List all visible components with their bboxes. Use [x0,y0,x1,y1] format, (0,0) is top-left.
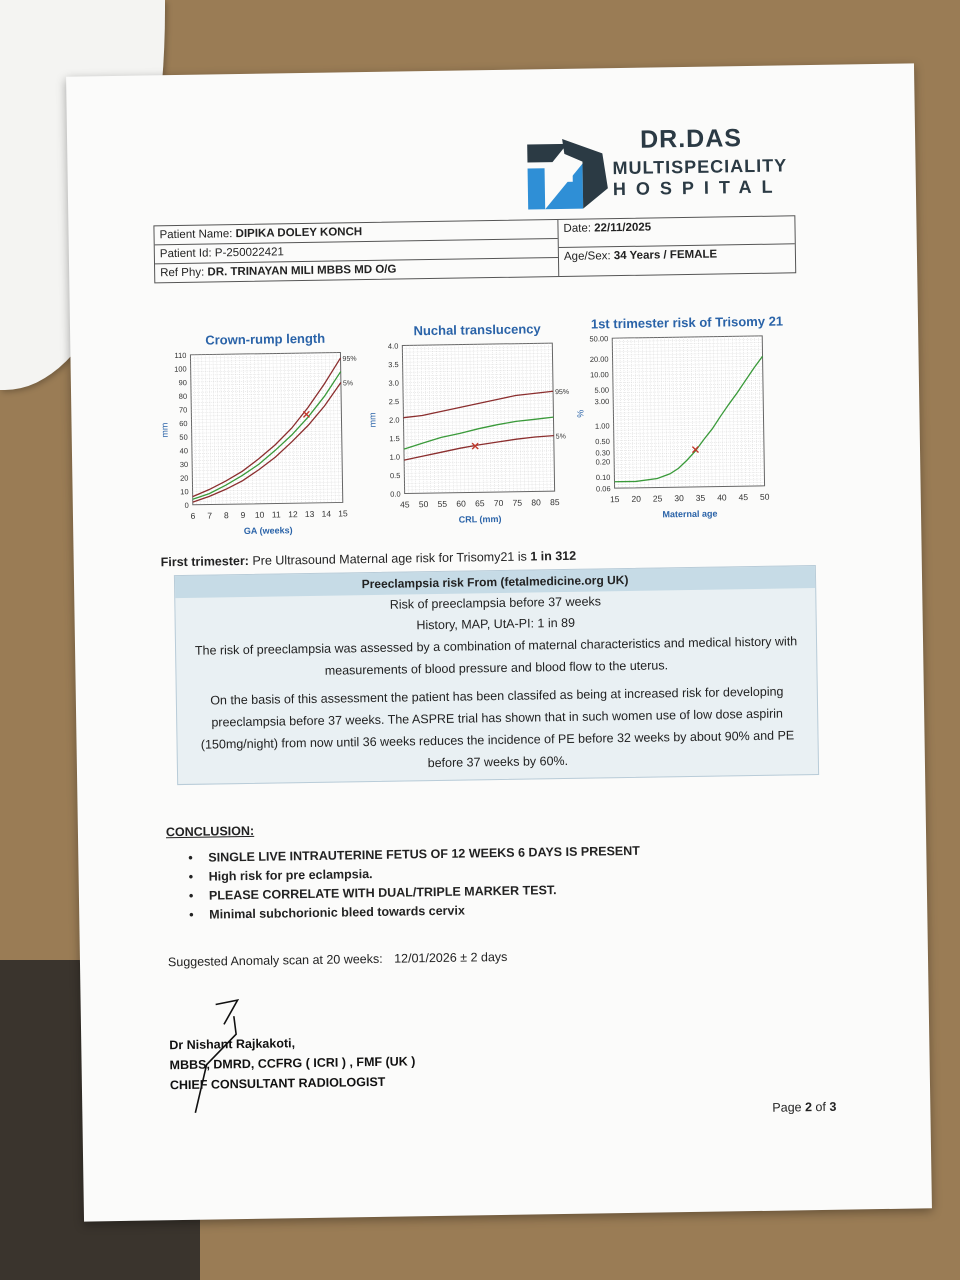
conclusion-item-text: Minimal subchorionic bleed towards cervix [209,903,465,922]
preeclampsia-line1: Risk of preeclampsia before 37 weeks [389,594,602,612]
hospital-logo-icon [522,133,613,214]
preeclampsia-para2: On the basis of this assessment the patient has been classifed as being at increased risk for developing preeclampsia before 37 weeks. The ASPRE trial has shown that in such women use of low dose aspirin (150mg/night) from now until 36 weeks reduces the incidence of PE before 32 weeks by about 90% and PE before 37 weeks by 60%. [200,684,795,771]
x-tick-label: 12 [288,509,298,520]
y-tick-label: 30 [179,459,189,470]
series-label: 5% [555,433,566,441]
page-current: 2 [804,1100,813,1115]
x-tick-label: 7 [207,510,213,521]
x-tick-label: 13 [304,508,315,520]
y-tick-label: 50 [179,432,188,442]
conclusion-item [166,844,640,865]
date-label: Date: [563,222,592,235]
y-tick-label: 0.30 [595,448,611,458]
x-tick-label: 35 [695,492,706,503]
y-tick-label: 100 [174,364,187,374]
bullet-icon: • [188,869,194,884]
chart-title: Crown-rump length [205,330,326,348]
y-tick-label: 0 [184,500,189,510]
y-tick-label: 70 [178,405,188,415]
y-tick-label: 1.00 [594,421,610,431]
first-trimester-label: First trimester: [160,553,250,570]
chart-svg [367,321,573,539]
hospital-name-line3: HOSPITAL [612,176,783,200]
y-tick-label: 1.5 [389,434,400,444]
x-tick-label: 80 [531,497,541,508]
x-axis-label: GA (weeks) [243,525,293,536]
doctor-degrees: MBBS, DMRD, CCFRG ( ICRI ) , FMF (UK ) [169,1054,416,1073]
x-tick-label: 15 [338,508,348,519]
nt-chart [367,321,573,539]
conclusion-heading: CONCLUSION: [165,823,255,840]
hospital-name-line1: DR.DAS [639,124,743,154]
x-tick-label: 9 [240,509,246,521]
conclusion-item [167,882,641,903]
x-tick-label: 65 [474,498,485,509]
x-tick-label: 85 [549,497,560,508]
preeclampsia-heading: Preeclampsia risk From (fetalmedicine.org UK) [175,566,815,598]
y-tick-label: 5.00 [594,385,610,395]
chart-svg [158,330,361,548]
suggested-label: Suggested Anomaly scan at 20 weeks: [167,951,383,970]
hospital-name-line2: MULTISPECIALITY [612,155,788,179]
doctor-name: Dr Nishant Rajkakoti, [169,1036,296,1053]
y-tick-label: 10.00 [589,370,609,380]
conclusion-item-text: SINGLE LIVE INTRAUTERINE FETUS OF 12 WEEKS 6 DAYS IS PRESENT [208,843,640,865]
hospital-name [612,125,788,198]
t21-risk-chart [575,313,784,532]
doctor-block [169,1031,416,1095]
doctor-title: CHIEF CONSULTANT RADIOLOGIST [169,1074,386,1093]
x-tick-label: 8 [223,510,229,521]
conclusion-item [167,863,641,884]
ref-phy: DR. TRINAYAN MILI MBBS MD O/G [207,263,397,279]
series-label: 95% [342,355,357,363]
x-tick-label: 6 [190,510,196,521]
first-trimester-value: 1 in 312 [530,548,577,564]
y-tick-label: 40 [179,446,189,456]
y-tick-label: 110 [174,350,187,361]
suggested-value: 12/01/2026 ± 2 days [394,949,508,966]
y-tick-label: 90 [178,378,187,388]
patient-id: P-250022421 [214,246,285,260]
y-tick-label: 0.10 [595,472,611,483]
first-trimester-risk [161,549,577,570]
y-tick-label: 3.5 [388,360,399,370]
x-tick-label: 11 [271,509,281,520]
x-tick-label: 45 [400,499,410,510]
crl-chart [158,330,361,548]
x-tick-label: 50 [418,499,429,510]
age-sex: 34 Years / FEMALE [613,248,718,263]
preeclampsia-para1: The risk of preeclampsia was assessed by a combination of maternal characteristics and medical history with measurements of blood pressure and blood flow to the uterus. [194,634,798,678]
x-tick-label: 60 [456,498,466,509]
y-tick-label: 20.00 [589,354,609,364]
y-tick-label: 20 [179,473,189,483]
chart-title: Nuchal translucency [413,321,541,339]
preeclampsia-box [174,565,819,785]
y-tick-label: 3.0 [388,378,399,388]
y-tick-label: 4.0 [387,341,399,351]
first-trimester-text: Pre Ultrasound Maternal age risk for Trisomy21 is [252,549,527,568]
y-tick-label: 3.00 [594,396,610,407]
age-sex-row [559,244,795,275]
chart-title: 1st trimester risk of Trisomy 21 [590,313,784,332]
x-tick-label: 15 [609,494,620,505]
age-sex-label: Age/Sex: [563,250,611,263]
x-tick-label: 70 [493,497,504,509]
y-axis-label: mm [159,422,170,438]
patient-name-label: Patient Name: [159,228,233,242]
conclusion-item-text: High risk for pre eclampsia. [208,867,373,884]
x-tick-label: 14 [321,508,332,519]
page-label: Page [772,1100,802,1115]
page-total: 3 [829,1099,837,1114]
x-tick-label: 30 [674,493,684,504]
y-tick-label: 60 [179,419,188,429]
y-tick-label: 0.5 [389,471,401,481]
preeclampsia-line2: History, MAP, UtA-PI: 1 in 89 [416,615,576,633]
bullet-icon: • [189,907,194,922]
y-tick-label: 2.5 [388,397,400,407]
date-row [558,216,794,248]
page-of: of [815,1099,827,1115]
series-label: 95% [555,388,570,397]
series-label: 5% [342,380,354,388]
x-tick-label: 50 [759,491,770,502]
y-tick-label: 80 [178,391,188,401]
report-date: 22/11/2025 [594,221,652,235]
y-tick-label: 1.0 [389,452,401,462]
x-tick-label: 40 [717,492,727,503]
bullet-icon: • [188,888,194,903]
x-tick-label: 25 [652,493,663,504]
ref-phy-label: Ref Phy: [160,266,205,280]
y-tick-label: 0.0 [390,489,401,499]
y-tick-label: 0.06 [595,484,611,494]
x-axis-label: CRL (mm) [458,513,502,525]
conclusion-section [166,818,641,927]
patient-id-label: Patient Id: [159,247,212,261]
page-number [772,1100,836,1115]
chart-svg [575,313,784,532]
conclusion-item-text: PLEASE CORRELATE WITH DUAL/TRIPLE MARKER TEST. [208,883,557,903]
x-axis-label: Maternal age [662,508,718,520]
x-tick-label: 55 [437,498,448,509]
y-axis-label: % [575,409,586,418]
patient-name: DIPIKA DOLEY KONCH [235,226,363,241]
patient-info-table [153,215,796,283]
bullet-icon: • [188,850,193,865]
suggested-anomaly-scan [168,950,508,969]
y-tick-label: 10 [180,487,189,497]
x-tick-label: 45 [738,492,749,503]
y-axis-label: mm [367,412,378,428]
x-tick-label: 10 [254,509,265,520]
y-tick-label: 50.00 [589,334,609,344]
y-tick-label: 2.0 [388,415,400,425]
x-tick-label: 20 [631,493,642,504]
conclusion-list [166,844,641,922]
y-tick-label: 0.50 [595,436,610,447]
conclusion-item [167,901,641,922]
y-tick-label: 0.20 [595,457,611,467]
report-page [66,63,932,1221]
x-tick-label: 75 [512,497,523,508]
